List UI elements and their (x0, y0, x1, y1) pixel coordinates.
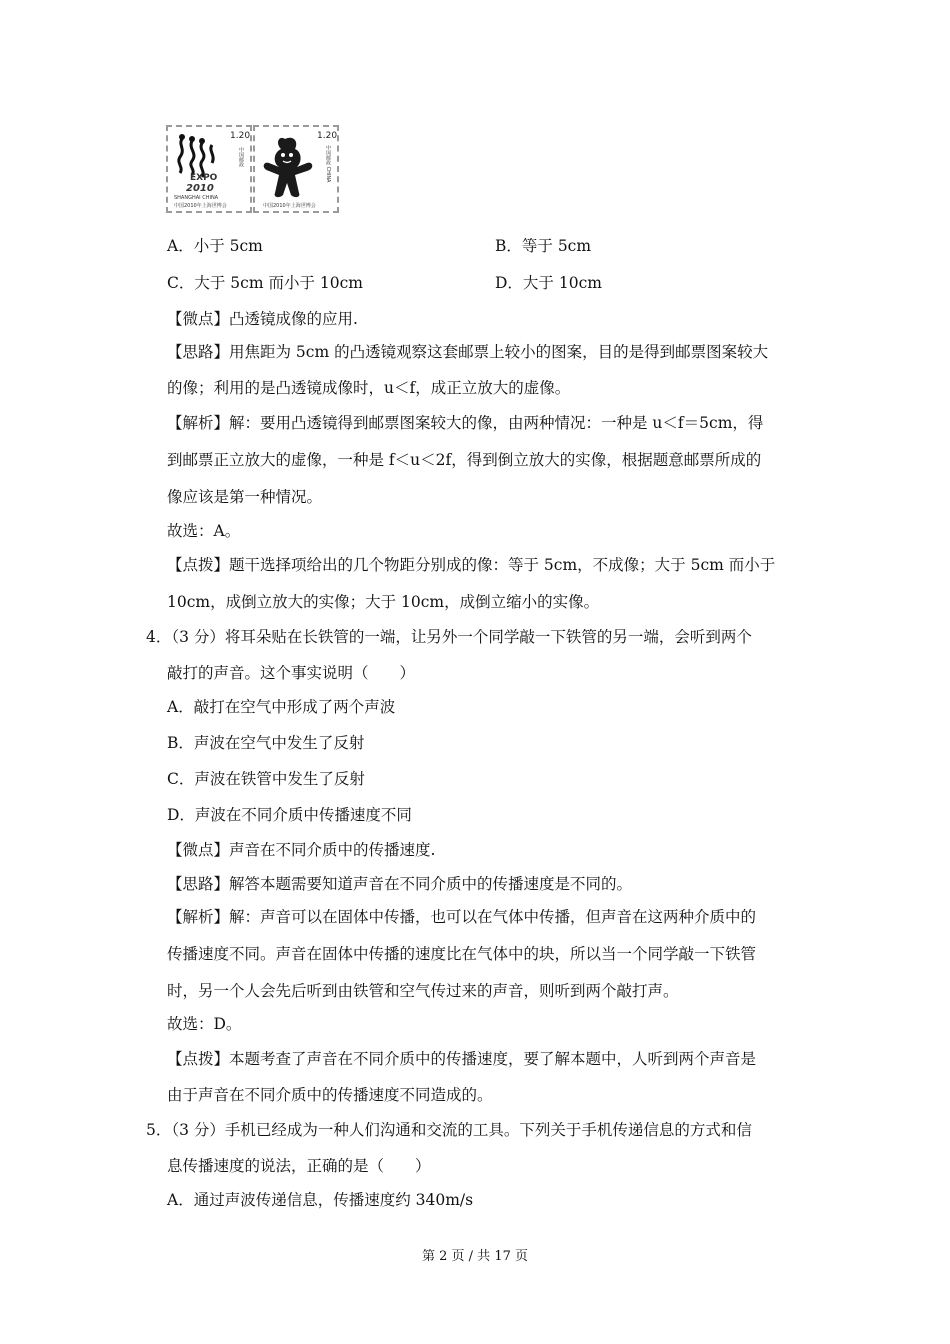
q4-answer: 故选：D。 (167, 1015, 242, 1033)
expo-logo-stamp (166, 125, 252, 213)
q3-answer: 故选：A。 (167, 522, 241, 540)
expo-logo-city: SHANGHAI CHINA (174, 195, 219, 201)
expo-logo-year: 2010 (186, 183, 214, 194)
q3-jiexi-line1: 【解析】解：要用凸透镜得到邮票图案较大的像，由两种情况：一种是 u＜f＝5cm，得 (167, 414, 764, 432)
q3-option-b: B．等于 5cm (495, 237, 592, 255)
q4-option-b: B．声波在空气中发生了反射 (167, 734, 365, 752)
stamp-caption: 中国2010年上海世博会 (263, 203, 316, 209)
stamp-country: 中国邮政 CHINA (325, 145, 331, 183)
q3-weidian: 【微点】凸透镜成像的应用. (167, 310, 358, 328)
q3-option-d: D．大于 10cm (495, 274, 602, 292)
q3-jiexi-line2: 到邮票正立放大的虚像，一种是 f＜u＜2f，得到倒立放大的实像，根据题意邮票所成的 (167, 451, 762, 469)
stamp-value: 1.20 (230, 131, 251, 141)
q4-stem-line2: 敲打的声音。这个事实说明（ ） (167, 664, 416, 682)
q4-stem-line1: 4．（3 分）将耳朵贴在长铁管的一端，让另外一个同学敲一下铁管的另一端，会听到两个 (146, 628, 752, 646)
q4-jiexi-line2: 传播速度不同。声音在固体中传播的速度比在气体中的块，所以当一个同学敲一下铁管 (167, 945, 757, 963)
q4-option-c: C．声波在铁管中发生了反射 (167, 770, 365, 788)
haibao-mascot-stamp (253, 125, 339, 213)
stamp-value: 1.20 (317, 131, 338, 141)
stamp-caption: 中国2010年上海世博会 (174, 203, 227, 209)
q4-weidian: 【微点】声音在不同介质中的传播速度. (167, 841, 436, 859)
q5-option-a: A．通过声波传递信息，传播速度约 340m/s (167, 1191, 474, 1209)
q3-option-a: A．小于 5cm (167, 237, 263, 255)
q4-option-d: D．声波在不同介质中传播速度不同 (167, 806, 412, 824)
q4-silu: 【思路】解答本题需要知道声音在不同介质中的传播速度是不同的。 (167, 875, 633, 893)
stamp-country: 中国邮政 (238, 147, 244, 167)
q5-stem-line1: 5．（3 分）手机已经成为一种人们沟通和交流的工具。下列关于手机传递信息的方式和信 (146, 1121, 752, 1139)
q3-jiexi-line3: 像应该是第一种情况。 (167, 488, 323, 506)
q3-dianbo-line1: 【点拨】题干选择项给出的几个物距分别成的像：等于 5cm，不成像；大于 5cm 而小于 (167, 556, 776, 574)
q4-option-a: A．敲打在空气中形成了两个声波 (167, 698, 396, 716)
q3-silu-line1: 【思路】用焦距为 5cm 的凸透镜观察这套邮票上较小的图案，目的是得到邮票图案较大 (167, 343, 769, 361)
expo-logo-word: EXPO (190, 173, 218, 183)
q3-option-c: C．大于 5cm 而小于 10cm (167, 274, 363, 292)
q3-silu-line2: 的像；利用的是凸透镜成像时，u＜f，成正立放大的虚像。 (167, 379, 571, 397)
q4-jiexi-line1: 【解析】解：声音可以在固体中传播，也可以在气体中传播，但声音在这两种介质中的 (167, 908, 757, 926)
q3-dianbo-line2: 10cm，成倒立放大的实像；大于 10cm，成倒立缩小的实像。 (167, 593, 600, 611)
page-number-footer: 第 2 页 / 共 17 页 (422, 1249, 528, 1264)
q4-jiexi-line3: 时，另一个人会先后听到由铁管和空气传过来的声音，则听到两个敲打声。 (167, 982, 679, 1000)
expo-stamps-image (166, 125, 339, 213)
q4-dianbo-line2: 由于声音在不同介质中的传播速度不同造成的。 (167, 1086, 493, 1104)
q4-dianbo-line1: 【点拨】本题考查了声音在不同介质中的传播速度，要了解本题中，人听到两个声音是 (167, 1050, 757, 1068)
q5-stem-line2: 息传播速度的说法，正确的是（ ） (167, 1157, 431, 1175)
